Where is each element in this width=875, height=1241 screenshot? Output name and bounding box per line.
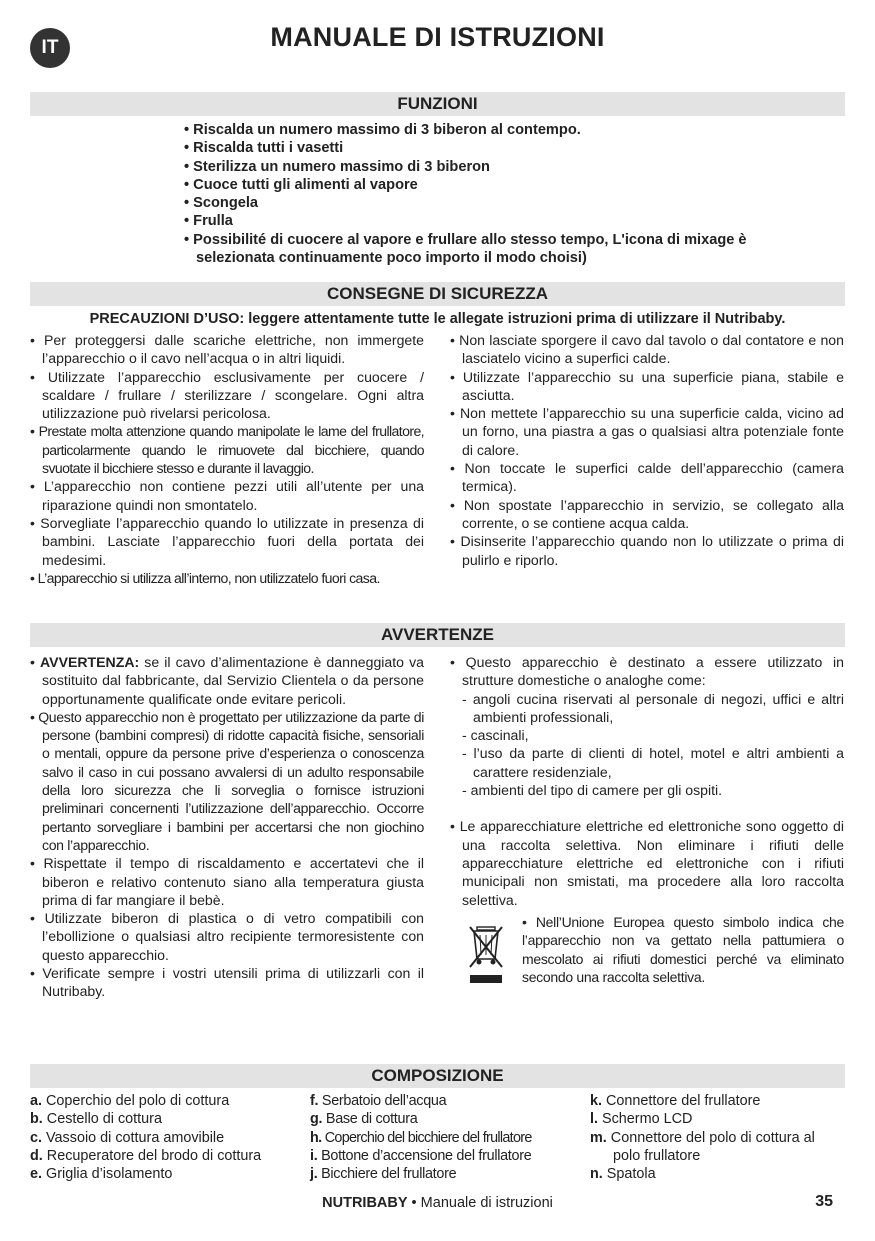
- footer-brand: NUTRIBABY: [322, 1195, 408, 1211]
- list-item: m. Connettore del polo di cottura al polo frullatore: [590, 1129, 815, 1164]
- precautions-note: PRECAUZIONI D’USO: leggere attentamente tutte le allegate istruzioni prima di utilizzare il Nutribaby.: [89, 311, 786, 327]
- crossed-out-wheelie-bin-icon: [468, 923, 504, 985]
- list-item: • Prestate molta attenzione quando manipolate le lame del frullatore, particolarmente quando le rimuovete dal bicchiere, quando svuotate il bicchiere stesso e durante il lavaggio.: [30, 423, 424, 477]
- footer: NUTRIBABY • Manuale di istruzioni: [322, 1195, 553, 1211]
- list-item: • Rispettate il tempo di riscaldamento e accertatevi che il biberon e relativo contenuto siano alla temperatura giusta prima di far mangiare il bebè.: [30, 855, 424, 908]
- list-item: • Sterilizza un numero massimo di 3 biberon: [184, 158, 490, 175]
- sub-item: - ambienti del tipo di camere per gli ospiti.: [462, 782, 723, 799]
- list-item: c. Vassoio di cottura amovibile: [30, 1129, 225, 1146]
- list-item: l. Schermo LCD: [590, 1111, 693, 1128]
- section-heading-avvertenze: AVVERTENZE: [30, 623, 845, 647]
- list-item: • Per proteggersi dalle scariche elettriche, non immergete l’apparecchio o il cavo nell’acqua o in altri liquidi.: [30, 332, 424, 367]
- list-item: h. Coperchio del bicchiere del frullatore: [310, 1129, 532, 1146]
- list-item: g. Base di cottura: [310, 1111, 418, 1128]
- list-item: e. Griglia d’isolamento: [30, 1166, 173, 1183]
- list-item: • Frulla: [184, 213, 233, 230]
- warning-label: AVVERTENZA:: [40, 654, 140, 670]
- list-item: • Non toccate le superfici calde dell’apparecchio (camera termica).: [450, 460, 844, 495]
- list-item: • Non spostate l’apparecchio in servizio, se collegato alla corrente, o se contiene acqua calda.: [450, 496, 844, 531]
- list-item: • Non lasciate sporgere il cavo dal tavolo o dal contatore e non lasciatelo vicino a superfici calde.: [450, 332, 844, 367]
- parts-column-1: [30, 1092, 300, 1183]
- list-item: a. Coperchio del polo di cottura: [30, 1093, 230, 1109]
- page-number: 35: [815, 1193, 833, 1210]
- list-item: • Riscalda tutti i vasetti: [184, 140, 344, 157]
- sub-item: - angoli cucina riservati al personale di negozi, uffici e altri ambienti professionali,: [462, 690, 845, 725]
- list-item: b. Cestello di cottura: [30, 1111, 162, 1128]
- list-item: k. Connettore del frullatore: [590, 1093, 761, 1109]
- list-item: • L’apparecchio si utilizza all’interno, non utilizzatelo fuori casa.: [30, 569, 380, 586]
- list-item: d. Recuperatore del brodo di cottura: [30, 1147, 262, 1164]
- parts-column-2: [310, 1092, 580, 1183]
- list-item: • L’apparecchio non contiene pezzi utili all’utente per una riparazione quindi non smontatelo.: [30, 478, 424, 513]
- list-item: • Possibilité di cuocere al vapore e frullare allo stesso tempo, L'icona di mixage è selezionata continuamente poco importo il modo choisi): [184, 231, 747, 267]
- sub-item: - cascinali,: [462, 727, 529, 744]
- list-item: • Le apparecchiature elettriche ed elettroniche sono oggetto di una raccolta selettiva. Non eliminare i rifiuti delle apparecchiature elettriche ed elettroniche con i rifiuti municipali non smistati, ma procedere alla loro raccolta selettiva.: [450, 818, 844, 908]
- sub-item: - l’uso da parte di clienti di hotel, motel e altri ambienti a carattere residenziale,: [462, 745, 845, 780]
- section-heading-funzioni: FUNZIONI: [30, 92, 845, 116]
- list-item: • Questo apparecchio è destinato a essere utilizzato in strutture domestiche o analoghe come:: [450, 654, 844, 689]
- list-item: • Riscalda un numero massimo di 3 biberon al contempo.: [184, 122, 581, 138]
- language-badge: IT: [30, 28, 70, 68]
- list-item: • Non mettete l’apparecchio su una superficie calda, vicino ad un forno, una piastra a gas o qualsiasi altra potenziale fonte di calore.: [450, 405, 844, 458]
- page-title: MANUALE DI ISTRUZIONI: [270, 22, 605, 52]
- list-item: i. Bottone d’accensione del frullatore: [310, 1147, 532, 1164]
- list-item: • Cuoce tutti gli alimenti al vapore: [184, 176, 418, 193]
- list-item: • Utilizzate l’apparecchio esclusivamente per cuocere / scaldare / frullare / sterilizzare / scongelare. Ogni altra utilizzazione può rivelarsi pericolosa.: [30, 368, 424, 422]
- list-item: • Questo apparecchio non è progettato per utilizzazione da parte di persone (bambini compresi) di ridotte capacità fisiche, sensoriali o mentali, oppure da persone prive d’esperienza o conoscenza salvo il caso in cui possano avvalersi di un adulto responsabile della loro sicurezza che li sorveglia o fornisce istruzioni preliminari concernenti l’utilizzazione dell’apparecchio. Occorre pertanto sorvegliare i bambini per accertarsi che non giochino con l’apparecchio.: [30, 708, 424, 853]
- list-item: • Utilizzate l’apparecchio su una superficie piana, stabile e asciutta.: [450, 368, 844, 403]
- list-item: n. Spatola: [590, 1166, 656, 1183]
- list-item: • Utilizzate biberon di plastica o di vetro compatibili con l’ebollizione o qualsiasi altro recipiente termoresistente con questo apparecchio.: [30, 910, 425, 963]
- section-heading-composizione: COMPOSIZIONE: [30, 1064, 845, 1088]
- list-item: f. Serbatoio dell’acqua: [310, 1093, 447, 1109]
- warnings-left-column: [30, 653, 424, 1001]
- list-item: j. Bicchiere del frullatore: [310, 1166, 457, 1183]
- section-heading-sicurezza: CONSEGNE DI SICUREZZA: [30, 282, 845, 306]
- list-item: • Scongela: [184, 195, 259, 212]
- list-item: • Disinserite l’apparecchio quando non lo utilizzate o prima di pulirlo e riporlo.: [450, 533, 845, 568]
- list-item: • Verificate sempre i vostri utensili prima di utilizzarli con il Nutribaby.: [30, 965, 424, 1000]
- safety-right-column: [450, 331, 844, 569]
- list-item: • AVVERTENZA: se il cavo d’alimentazione è danneggiato va sostituito dal fabbricante, dal Servizio Clientela o da persone opportunamente qualificate onde evitare pericoli.: [30, 654, 424, 707]
- warnings-right-column: [450, 653, 844, 909]
- parts-column-3: [590, 1092, 845, 1183]
- footer-text: Manuale di istruzioni: [420, 1195, 553, 1211]
- list-item: • Sorvegliate l’apparecchio quando lo utilizzate in presenza di bambini. Lasciate l’apparecchio fuori della portata dei medesimi.: [30, 514, 424, 568]
- features-list: [184, 121, 764, 267]
- safety-left-column: [30, 331, 424, 587]
- weee-note: • Nell’Unione Europea questo simbolo indica che l’apparecchio non va gettato nella pattumiera o mescolato ai rifiuti domestici perché va eliminato secondo una raccolta selettiva.: [522, 914, 844, 985]
